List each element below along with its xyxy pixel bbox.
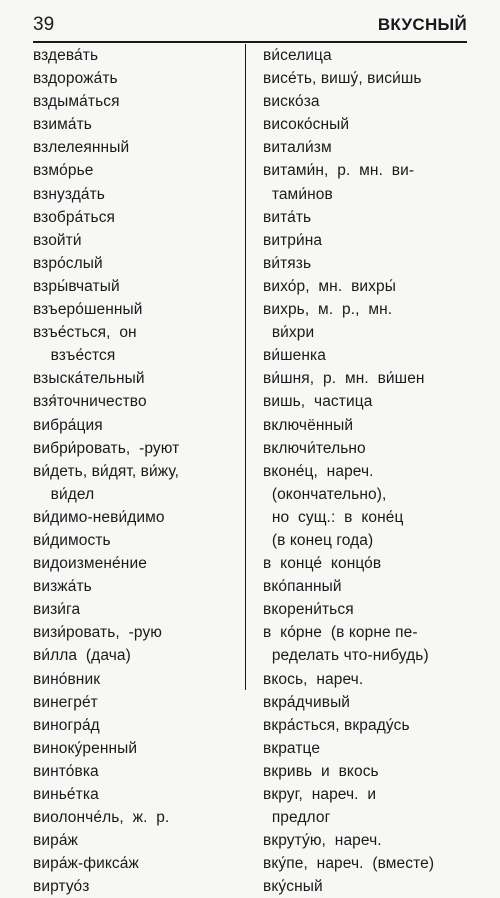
dictionary-entry-line: визжа́ть	[33, 578, 92, 596]
dictionary-entry-line: взлелеянный	[33, 139, 130, 157]
dictionary-entry-line: взобра́ться	[33, 208, 116, 226]
dictionary-entry-line: висе́ть, вишу́, виси́шь	[263, 70, 422, 88]
header-rule	[33, 41, 467, 43]
dictionary-entry-line: ви́лла (дача)	[33, 647, 131, 665]
dictionary-entry-line: вку́сный	[263, 878, 323, 896]
column-divider	[245, 44, 246, 690]
dictionary-entry-line: включённый	[263, 416, 354, 434]
dictionary-entry-line: ви́димость	[33, 531, 111, 549]
dictionary-entry-line: вибра́ция	[33, 416, 103, 434]
dictionary-entry-line: ви́хри	[263, 324, 315, 342]
dictionary-entry-line: вкруг, нареч. и	[263, 786, 377, 803]
dictionary-entry-line: в ко́рне (в корне пе-	[263, 624, 418, 642]
dictionary-entry-line: визи́га	[33, 601, 81, 619]
dictionary-entry-line: ви́шня, р. мн. ви́шен	[263, 370, 425, 388]
dictionary-entry-line: виско́за	[263, 93, 320, 111]
dictionary-entry-line: взмо́рье	[33, 162, 94, 180]
dictionary-entry-line: взъе́сться, он	[33, 324, 137, 342]
dictionary-entry-line: винто́вка	[33, 762, 99, 780]
dictionary-entry-line: витами́н, р. мн. ви-	[263, 162, 415, 180]
dictionary-entry-line: (окончательно),	[263, 485, 387, 503]
dictionary-entry-line: виртуо́з	[33, 878, 90, 896]
dictionary-entry-line: ви́дел	[33, 485, 95, 503]
dictionary-entry-line: в конце́ концо́в	[263, 555, 382, 573]
dictionary-entry-line: ви́шенка	[263, 347, 326, 365]
dictionary-entry-line: взро́слый	[33, 254, 103, 272]
dictionary-entry-line: вздева́ть	[33, 47, 99, 64]
dictionary-entry-line: ви́тязь	[263, 254, 312, 272]
dictionary-entry-line: вишь, частица	[263, 393, 373, 411]
dictionary-entry-line: предлог	[263, 809, 331, 827]
dictionary-entry-line: ви́димо-неви́димо	[33, 508, 165, 526]
dictionary-entry-line: тами́нов	[263, 185, 333, 203]
dictionary-entry-line: взя́точничество	[33, 393, 147, 411]
dictionary-entry-line: вконе́ц, нареч.	[263, 462, 374, 480]
dictionary-entry-line: виолонче́ль, ж. р.	[33, 809, 170, 827]
dictionary-entry-line: вздыма́ться	[33, 93, 120, 111]
dictionary-entry-line: вибри́ровать, -руют	[33, 439, 180, 457]
dictionary-entry-line: витали́зм	[263, 139, 332, 157]
dictionary-entry-line: вко́панный	[263, 578, 342, 596]
dictionary-entry-line: ви́деть, ви́дят, ви́жу,	[33, 462, 180, 480]
page-number: 39	[33, 14, 55, 35]
dictionary-entry-line: взъеро́шенный	[33, 301, 143, 319]
dictionary-entry-line: включи́тельно	[263, 439, 366, 457]
dictionary-entry-line: взима́ть	[33, 116, 92, 134]
dictionary-entry-line: взры́вчатый	[33, 277, 120, 295]
dictionary-entry-line: вкра́дчивый	[263, 693, 351, 711]
dictionary-entry-line: виногра́д	[33, 716, 100, 734]
dictionary-entry-line: вкруту́ю, нареч.	[263, 832, 382, 850]
right-column	[263, 44, 473, 898]
dictionary-entry-line: взъе́стся	[33, 347, 116, 365]
left-column	[33, 44, 238, 898]
dictionary-entry-line: вихрь, м. р., мн.	[263, 301, 393, 319]
guide-word: ВКУСНЫЙ	[377, 15, 467, 34]
dictionary-entry-line: взойти́	[33, 231, 82, 249]
dictionary-entry-line: ределать что-нибудь)	[263, 647, 429, 665]
dictionary-entry-line: взыска́тельный	[33, 370, 145, 388]
dictionary-entry-line: вира́ж	[33, 832, 79, 850]
dictionary-entry-line: визи́ровать, -рую	[33, 624, 163, 642]
dictionary-entry-line: (в конец года)	[263, 531, 374, 549]
dictionary-entry-line: вира́ж-фикса́ж	[33, 855, 139, 873]
dictionary-entry-line: вкось, нареч.	[263, 670, 364, 688]
dictionary-entry-line: вихо́р, мн. вихры́	[263, 277, 396, 295]
dictionary-entry-line: виноку́ренный	[33, 739, 138, 757]
dictionary-entry-line: взнузда́ть	[33, 185, 105, 203]
dictionary-entry-line: вздорожа́ть	[33, 70, 118, 88]
dictionary-entry-line: ви́селица	[263, 47, 332, 64]
dictionary-entry-line: винегре́т	[33, 693, 98, 711]
dictionary-entry-line: винье́тка	[33, 786, 99, 803]
dictionary-entry-line: витри́на	[263, 231, 323, 249]
dictionary-entry-line: вкривь и вкось	[263, 762, 379, 780]
page-header	[33, 14, 467, 42]
dictionary-entry-line: високо́сный	[263, 116, 350, 134]
dictionary-entry-line: вку́пе, нареч. (вместе)	[263, 855, 435, 873]
dictionary-entry-line: видоизмене́ние	[33, 555, 147, 573]
dictionary-entry-line: вкратце	[263, 739, 321, 757]
dictionary-entry-line: вита́ть	[263, 208, 312, 226]
dictionary-entry-line: вино́вник	[33, 670, 101, 688]
dictionary-entry-line: вкорени́ться	[263, 601, 354, 619]
dictionary-entry-line: вкра́сться, вкраду́сь	[263, 716, 410, 734]
dictionary-entry-line: но сущ.: в коне́ц	[263, 508, 404, 526]
